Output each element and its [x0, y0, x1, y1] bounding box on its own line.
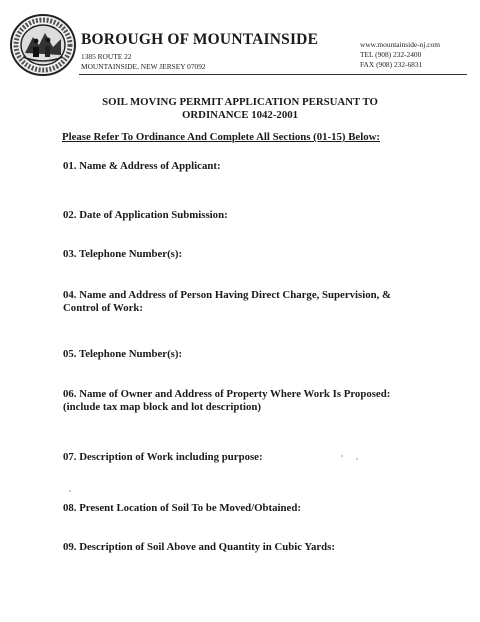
header-divider [79, 74, 467, 75]
section-label: 05. Telephone Number(s): [63, 348, 183, 360]
section-label: 07. Description of Work including purpose: [63, 451, 263, 463]
address-line-1: 1385 ROUTE 22 [81, 52, 132, 61]
section-label: 08. Present Location of Soil To be Moved/Obtained: [63, 502, 301, 514]
section-label: 01. Name & Address of Applicant: [63, 160, 221, 172]
scan-speck [356, 458, 358, 460]
section-05 [63, 348, 182, 361]
borough-seal-icon [9, 13, 77, 77]
address-line-2: MOUNTAINSIDE, NEW JERSEY 07092 [81, 62, 206, 71]
document-title-line-2: ORDINANCE 1042-2001 [181, 109, 299, 121]
fax-number: FAX (908) 232-6831 [360, 60, 423, 69]
website-link[interactable]: www.mountainside-nj.com [360, 40, 440, 49]
section-04 [63, 289, 391, 315]
org-name: BOROUGH OF MOUNTAINSIDE [81, 31, 319, 48]
section-label-continued: Control of Work: [63, 302, 143, 314]
section-01 [63, 160, 221, 173]
section-09 [63, 541, 335, 554]
section-03 [63, 248, 182, 261]
section-06 [63, 388, 390, 414]
section-label: 04. Name and Address of Person Having Direct Charge, Supervision, & [63, 289, 392, 301]
section-label: 03. Telephone Number(s): [63, 248, 183, 260]
section-label: 02. Date of Application Submission: [63, 209, 228, 221]
section-label: 09. Description of Soil Above and Quantity in Cubic Yards: [63, 541, 335, 553]
instructions-heading: Please Refer To Ordinance And Complete All Sections (01-15) Below: [62, 131, 380, 143]
section-08 [63, 502, 301, 515]
section-label-continued: (include tax map block and lot description) [63, 401, 261, 413]
section-07 [63, 451, 263, 464]
scan-speck [341, 455, 343, 457]
section-label: 06. Name of Owner and Address of Property Where Work Is Proposed: [63, 388, 391, 400]
scan-speck [69, 490, 71, 492]
telephone-number: TEL (908) 232-2400 [360, 50, 422, 59]
section-02 [63, 209, 228, 222]
document-title-line-1: SOIL MOVING PERMIT APPLICATION PERSUANT TO [102, 96, 378, 108]
